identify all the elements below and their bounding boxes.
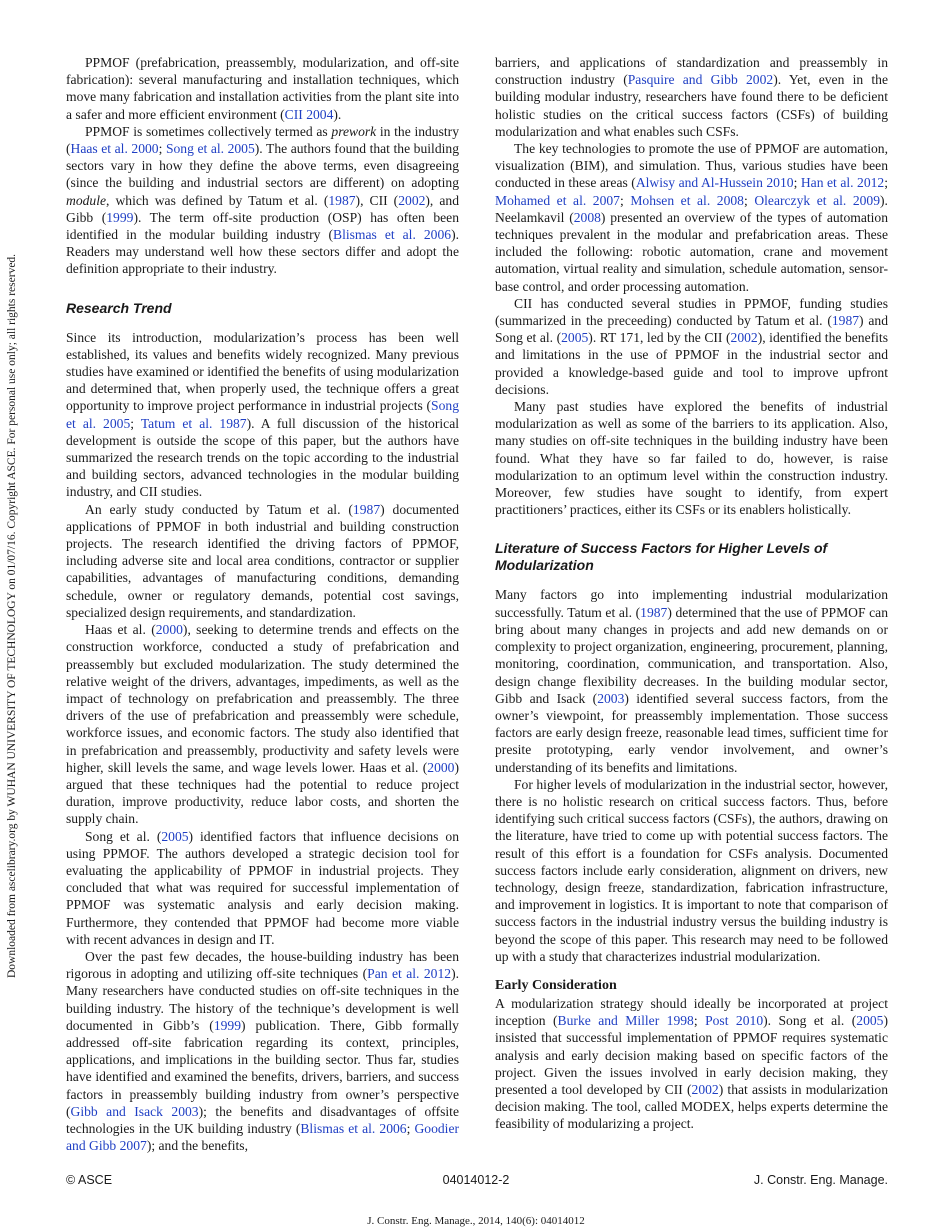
citation-line: J. Constr. Eng. Manage., 2014, 140(6): 04014012 xyxy=(367,1215,585,1227)
citation-link[interactable]: 2002 xyxy=(730,330,758,346)
citation-link[interactable]: Burke and Miller 1998 xyxy=(557,1013,694,1029)
citation-link[interactable]: 2003 xyxy=(597,690,625,706)
footer-article-number: 04014012-2 xyxy=(442,1173,510,1187)
citation-link[interactable]: Mohamed et al. 2007 xyxy=(495,192,620,208)
heading-early-consideration: Early Consideration xyxy=(495,977,617,993)
citation-link[interactable]: Mohsen et al. 2008 xyxy=(630,192,744,208)
citation-link[interactable]: Gibb and Isack 2003 xyxy=(70,1103,199,1119)
citation-link[interactable]: 1987 xyxy=(352,501,381,517)
heading-research-trend: Research Trend xyxy=(66,299,172,316)
paragraph-tatum-study: An early study conducted by Tatum et al. (1987) documented applications of PPMOF in both industrial and building construction projects. The research identified the driving factors of PPMOF, including adverse site and local area conditions, contractor or supplier capabilities, advantages of manufacturing conditions, demanding schedule, owner or regulatory demands, potential cost savings, specialized design requirements, and standardization. xyxy=(66,501,459,620)
citation-link[interactable]: 2008 xyxy=(573,209,601,225)
paragraph-past-studies: Many past studies have explored the benefits of industrial modularization as well as some of the barriers to its application. Also, many studies on off-site techniques in the building industry have been found. What they have so far failed to do, however, is raise modularization to an optimum level within the construction industry. Moreover, few studies have sought to identify, from expert practitioners’ practices, either its CSFs or its enablers holistically. xyxy=(495,399,888,518)
citation-link[interactable]: 2005 xyxy=(856,1013,884,1029)
paragraph-song-study: Song et al. (2005) identified factors that influence decisions on using PPMOF. The authors developed a strategic decision tool for evaluating the applicability of PPMOF in industrial projects. They concluded that what was required for successful implementation of PPMOF was systematic analysis and early decision making. Furthermore, they contended that PPMOF had become more viable with recent advances in design and IT. xyxy=(66,828,459,947)
left-column xyxy=(66,54,459,1154)
citation-link[interactable]: 1987 xyxy=(640,604,668,620)
download-notice-text: Downloaded from ascelibrary.org by WUHAN UNIVERSITY OF TECHNOLOGY on 01/07/16. Copyright ASCE. For personal use only; all rights reserved. xyxy=(6,253,18,979)
citation-link[interactable]: Pan et al. 2012 xyxy=(367,966,452,982)
citation-link[interactable]: Tatum et al. 1987 xyxy=(140,415,247,431)
citation-link[interactable]: 1999 xyxy=(213,1017,242,1033)
citation-link[interactable]: Olearczyk et al. 2009 xyxy=(754,192,881,208)
footer-journal: J. Constr. Eng. Manage. xyxy=(753,1173,888,1187)
citation-link[interactable]: 2000 xyxy=(155,622,183,638)
footer-copyright: © ASCE xyxy=(66,1173,113,1187)
paragraph-cii-studies: CII has conducted several studies in PPMOF, funding studies (summarized in the preceeding) conducted by Tatum et al. (1987) and Song et al. (2005). RT 171, led by the CII (2002), identified the benefits and limitations in the use of PPMOF in the industrial sector and provided a knowledge-based guide and tool to improve upfront decisions. xyxy=(495,295,888,397)
citation-link[interactable]: Song et al. 2005 xyxy=(165,141,255,157)
paragraph-key-technologies: The key technologies to promote the use of PPMOF are automation, visualization (BIM), and simulation. Thus, various studies have been conducted in these areas (Alwisy and Al-Hussein 2010; Han et al. 2012; Mohamed et al. 2007; Mohsen et al. 2008; Olearczyk et al. 2009). Neelamkavil (2008) presented an overview of the types of automation techniques prevalent in the modular and prefabrication areas. These included the following: robotic automation, crane and movement automation, virtual reality and simulation, schedule automation, sensor-base control, and order processing automation. xyxy=(495,141,889,294)
citation-link[interactable]: Alwisy and Al-Hussein 2010 xyxy=(635,175,794,191)
right-column xyxy=(495,54,888,1133)
emphasis-term: prework xyxy=(331,123,377,139)
paragraph-research-intro: Since its introduction, modularization’s process has been well established, its values and benefits widely recognized. Many previous studies have examined or identified the benefits of using modularization and determined that, when properly used, the technique offers a great opportunity to improve project performance in industrial projects (Song et al. 2005; Tatum et al. 1987). A full discussion of the historical development is outside the scope of this paper, but the authors have summarized the research trends on the topic according to the industrial and building sectors, advanced technologies in the modular building industry, and CII studies. xyxy=(66,329,459,500)
paragraph-many-factors: Many factors go into implementing industrial modularization successfully. Tatum et al. (1987) determined that the use of PPMOF can bring about many changes in projects and add new demands on or complexity to project organization, engineering, procurement, planning, monitoring, coordination, communication, and transportation. Also, design change flexibility decreases. In the building modular sector, Gibb and Isack (2003) identified several success factors, from the owner’s viewpoint, for preassembly implementation. Those success factors are early design freeze, reasonable lead times, sufficient time for presite prototyping, early vendor involvement, and owner’s understanding of its benefits and limitations. xyxy=(495,587,888,775)
citation-link[interactable]: Blismas et al. 2006 xyxy=(300,1120,407,1136)
citation-link[interactable]: Haas et al. 2000 xyxy=(70,141,159,157)
citation-link[interactable]: Blismas et al. 2006 xyxy=(333,227,452,243)
citation-link[interactable]: Goodier and Gibb 2007 xyxy=(66,1120,459,1154)
citation-link[interactable]: 2005 xyxy=(161,828,189,844)
paragraph-haas-study: Haas et al. (2000), seeking to determine trends and effects on the construction workforce, conducted a study of prefabrication and preassembly but excluded modularization. The study determined the relative weight of the drivers, advantages, impediments, as well as the impact of technology on prefabrication and preassembly. The three drivers of the use of prefabrication and preassembly were schedule, workforce issues, and economic factors. The study also identified that in prefabrication and preassembly, productivity and safety levels were higher, skill levels the same, and wage levels lower. Haas et al. (2000) argued that these techniques had the potential to reduce project duration, improve productivity, reduce labor costs, and shorten the supply chain. xyxy=(66,622,459,827)
paragraph-early-consideration: A modularization strategy should ideally be incorporated at project inception (Burke and Miller 1998; Post 2010). Song et al. (2005) insisted that successful implementation of PPMOF requires systematic analysis and early decision making based on specific factors of the project. Given the issues involved in early decision making, they presented a tool developed by CII (2002) that assists in modularization decision making. The tool, called MODEX, helps experts determine the feasibility of modularizing a project. xyxy=(495,995,888,1132)
citation-link[interactable]: Post 2010 xyxy=(705,1013,764,1029)
citation-link[interactable]: CII 2004 xyxy=(284,106,334,122)
paragraph-ppmof-definition: PPMOF (prefabrication, preassembly, modularization, and off-site fabrication): several manufacturing and installation techniques, which move many fabrication and installation activities from the plant site into a safer and more efficient environment (CII 2004). xyxy=(66,55,459,122)
citation-link[interactable]: 2000 xyxy=(427,759,455,775)
citation-link[interactable]: 2002 xyxy=(691,1081,719,1097)
citation-link[interactable]: 1999 xyxy=(106,209,134,225)
citation-link[interactable]: Pasquire and Gibb 2002 xyxy=(627,72,774,88)
citation-link[interactable]: Song et al. 2005 xyxy=(66,398,459,431)
paragraph-house-building: Over the past few decades, the house-building industry has been rigorous in adopting and utilizing off-site techniques (Pan et al. 2012). Many researchers have conducted studies on off-site techniques in the building industry. The history of the technique’s development is well documented in Gibb’s (1999) publication. There, Gibb formally addressed off-site fabrication regarding its context, principles, applications, and implications in the building sector. Thus far, studies have identified and examined the benefits, drivers, barriers, and success factors in preassembly building industry from owner’s perspective (Gibb and Isack 2003); the benefits and disadvantages of offsite technologies in the UK building industry (Blismas et al. 2006; Goodier and Gibb 2007); and the benefits, xyxy=(66,948,459,1154)
heading-literature-success-factors: Literature of Success Factors for Higher Levels of Modularization xyxy=(495,540,828,574)
download-notice xyxy=(2,0,20,1232)
citation-link[interactable]: 2002 xyxy=(398,192,426,208)
citation-link[interactable]: Han et al. 2012 xyxy=(800,175,885,191)
citation-link[interactable]: 1987 xyxy=(328,192,356,208)
paragraph-prework: PPMOF is sometimes collectively termed as prework in the industry (Haas et al. 2000; Song et al. 2005). The authors found that the building sectors vary in how they define the above terms, even disagreeing (since the building and industrial sectors are different) on adopting module, which was defined by Tatum et al. (1987), CII (2002), and Gibb (1999). The term off-site production (OSP) has often been identified in the modular building industry (Blismas et al. 2006). Readers may understand well how these sectors differ and adopt the definition appropriate to their industry. xyxy=(66,123,460,277)
citation-link[interactable]: 2005 xyxy=(561,330,589,346)
citation-link[interactable]: 1987 xyxy=(831,313,860,329)
emphasis-term: module xyxy=(66,192,107,208)
paragraph-standardization: barriers, and applications of standardization and preassembly in construction industry (Pasquire and Gibb 2002). Yet, even in the building modular industry, researchers have found there to be deficient holistic studies on the critical success factors (CSFs) of building modularization and what enables such CSFs. xyxy=(495,55,888,139)
paragraph-higher-levels: For higher levels of modularization in the industrial sector, however, there is no holistic research on critical success factors. Thus, before identifying such critical success factors (CSFs), the authors, drawing on the literature, have tried to come up with potential success factors. The result of this effort is a foundation for CSFs analysis. Documented success factors include early consideration, alignment on drivers, new technology, design freeze, standardization, fabrication infrastructure, and improvement in logistics. It is important to note that comparison of success factors in the industrial industry versus the building industry is beyond the scope of this paper. This research may need to be followed up with a study that characterizes industrial modularization. xyxy=(495,776,888,964)
